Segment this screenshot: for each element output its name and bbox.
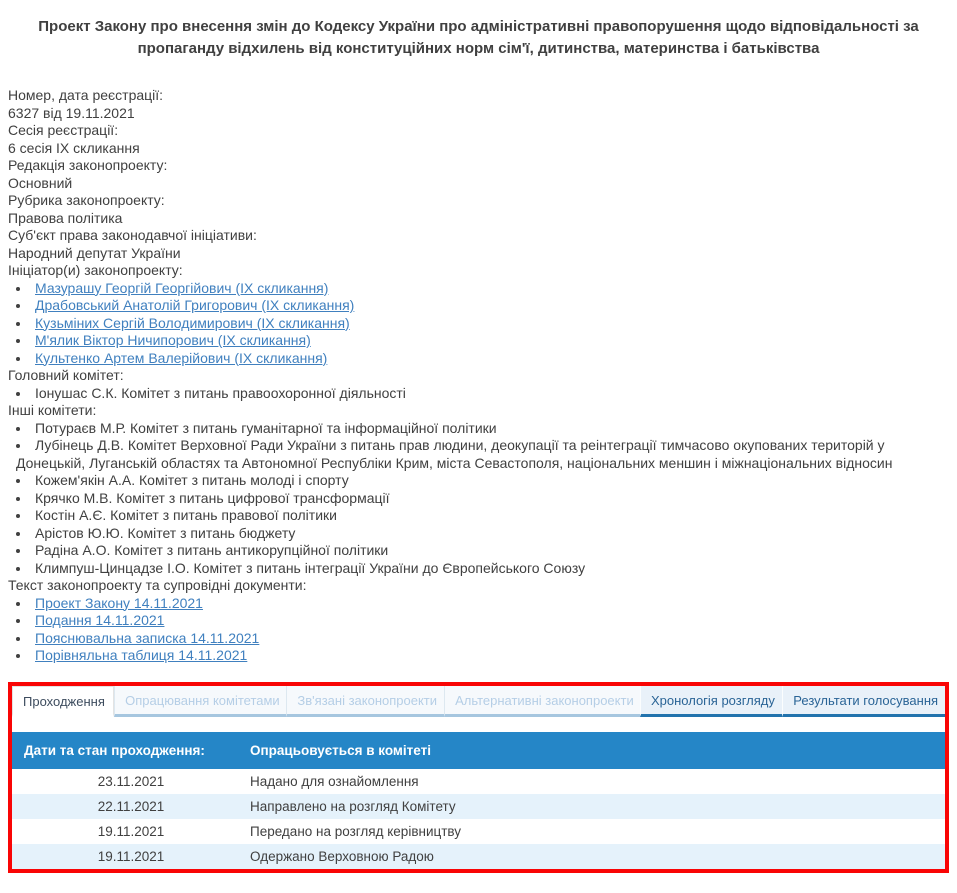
row-date: 23.11.2021 <box>97 773 165 789</box>
committee-item: • Іонушас С.К. Комітет з питань правоохоронної діяльності <box>16 385 949 403</box>
committee-item: • Арістов Ю.Ю. Комітет з питань бюджету <box>16 525 949 543</box>
status-table <box>12 732 945 869</box>
row-status: Одержано Верховною Радою <box>250 848 434 864</box>
table-header-status: Опрацьовується в комітеті <box>238 732 945 769</box>
committee-item: • Костін А.Є. Комітет з питань правової політики <box>16 507 949 525</box>
committee-item: • Климпуш-Цинцадзе І.О. Комітет з питань інтеграції України до Європейського Союзу <box>16 560 949 578</box>
document-link[interactable]: Порівняльна таблиця 14.11.2021 <box>35 647 248 663</box>
committee-item: • Потураєв М.Р. Комітет з питань гуманітарної та інформаційної політики <box>16 420 949 438</box>
row-status: Направлено на розгляд Комітету <box>250 798 456 814</box>
bill-page <box>0 16 957 873</box>
other-committees-list <box>8 420 949 578</box>
list-item <box>16 612 949 630</box>
meta-field-value: 6 сесія IX скликання <box>8 139 140 156</box>
initiator-link[interactable]: Кузьміних Сергій Володимирович (IX скликання) <box>35 314 350 331</box>
tab[interactable]: Зв'язані законопроекти <box>286 686 444 717</box>
list-item <box>16 315 949 333</box>
meta-field-value: 6327 від 19.11.2021 <box>8 104 135 121</box>
tab[interactable]: Альтернативні законопроекти <box>444 686 640 717</box>
meta-field-label: Номер, дата реєстрації: <box>8 87 164 103</box>
list-item <box>16 280 949 298</box>
list-item <box>16 630 949 648</box>
tab[interactable]: Проходження <box>12 686 114 717</box>
document-link[interactable]: Проект Закону 14.11.2021 <box>35 594 203 611</box>
red-highlight-annotation <box>8 682 949 873</box>
bill-details <box>8 87 949 665</box>
row-status: Надано для ознайомлення <box>250 773 419 789</box>
meta-field-label: Редакція законопроекту: <box>8 157 168 173</box>
list-item <box>16 647 949 665</box>
meta-field-value: Основний <box>8 174 73 191</box>
row-date: 19.11.2021 <box>97 823 165 839</box>
committee-item: • Радіна А.О. Комітет з питань антикорупційної політики <box>16 542 949 560</box>
list-item <box>16 297 949 315</box>
committee-item: • Кожем'якін А.А. Комітет з питань молоді і спорту <box>16 472 949 490</box>
table-row <box>12 819 945 844</box>
initiators-list <box>8 280 949 368</box>
main-committee-label: Головний комітет: <box>8 367 124 383</box>
document-link[interactable]: Подання 14.11.2021 <box>35 612 165 628</box>
tab-panel-passage <box>12 717 945 869</box>
list-item <box>16 595 949 613</box>
table-row <box>12 769 945 794</box>
list-item <box>16 332 949 350</box>
initiator-link[interactable]: Мазурашу Георгій Георгійович (IX скликання) <box>35 279 329 296</box>
initiator-link[interactable]: М'ялик Віктор Ничипорович (IX скликання) <box>35 332 311 348</box>
meta-field-value: Правова політика <box>8 209 123 226</box>
meta-fields <box>8 87 949 262</box>
meta-field-label: Рубрика законопроекту: <box>8 192 165 208</box>
row-status: Передано на розгляд керівництву <box>250 823 462 839</box>
document-link[interactable]: Пояснювальна записка 14.11.2021 <box>35 629 260 646</box>
meta-field-label: Суб'єкт права законодавчої ініціативи: <box>8 227 257 243</box>
documents-list <box>8 595 949 665</box>
row-date: 19.11.2021 <box>97 848 165 864</box>
other-committees-label: Інші комітети: <box>8 402 97 418</box>
meta-field-label: Сесія реєстрації: <box>8 122 119 138</box>
table-header-dates: Дати та стан проходження: <box>12 732 238 769</box>
tab[interactable]: Хронологія розгляду <box>640 686 782 717</box>
page-title: Проект Закону про внесення змін до Кодексу України про адміністративні правопорушення щодо відповідальності за пропаганду відхилень від конституційних норм сім'ї, дитинства, материнства і батьківства <box>38 18 919 57</box>
row-date: 22.11.2021 <box>97 798 165 814</box>
committee-item: • Лубінець Д.В. Комітет Верховної Ради України з питань прав людини, деокупації та реінтеграції тимчасово окупованих територій у Донецькій, Луганській областях та Автономної Республіки Крим, міста Севастополя, національних меншин і міжнаціональних відносин <box>16 437 949 472</box>
committee-item: • Крячко М.В. Комітет з питань цифрової трансформації <box>16 490 949 508</box>
main-committee-list <box>8 385 949 403</box>
table-row <box>12 794 945 819</box>
tab-bar <box>12 686 945 717</box>
list-item <box>16 350 949 368</box>
meta-field-value: Народний депутат України <box>8 244 181 261</box>
table-row <box>12 844 945 869</box>
documents-label: Текст законопроекту та супровідні документи: <box>8 577 307 593</box>
initiator-link[interactable]: Культенко Артем Валерійович (IX скликання) <box>35 349 328 366</box>
tab[interactable]: Опрацювання комітетами <box>114 686 286 717</box>
initiators-label: Ініціатор(и) законопроекту: <box>8 262 183 278</box>
table-body <box>12 769 945 869</box>
table-header-row <box>12 732 945 769</box>
initiator-link[interactable]: Драбовський Анатолій Григорович (IX скликання) <box>35 297 355 313</box>
tab[interactable]: Результати голосування <box>782 686 945 717</box>
